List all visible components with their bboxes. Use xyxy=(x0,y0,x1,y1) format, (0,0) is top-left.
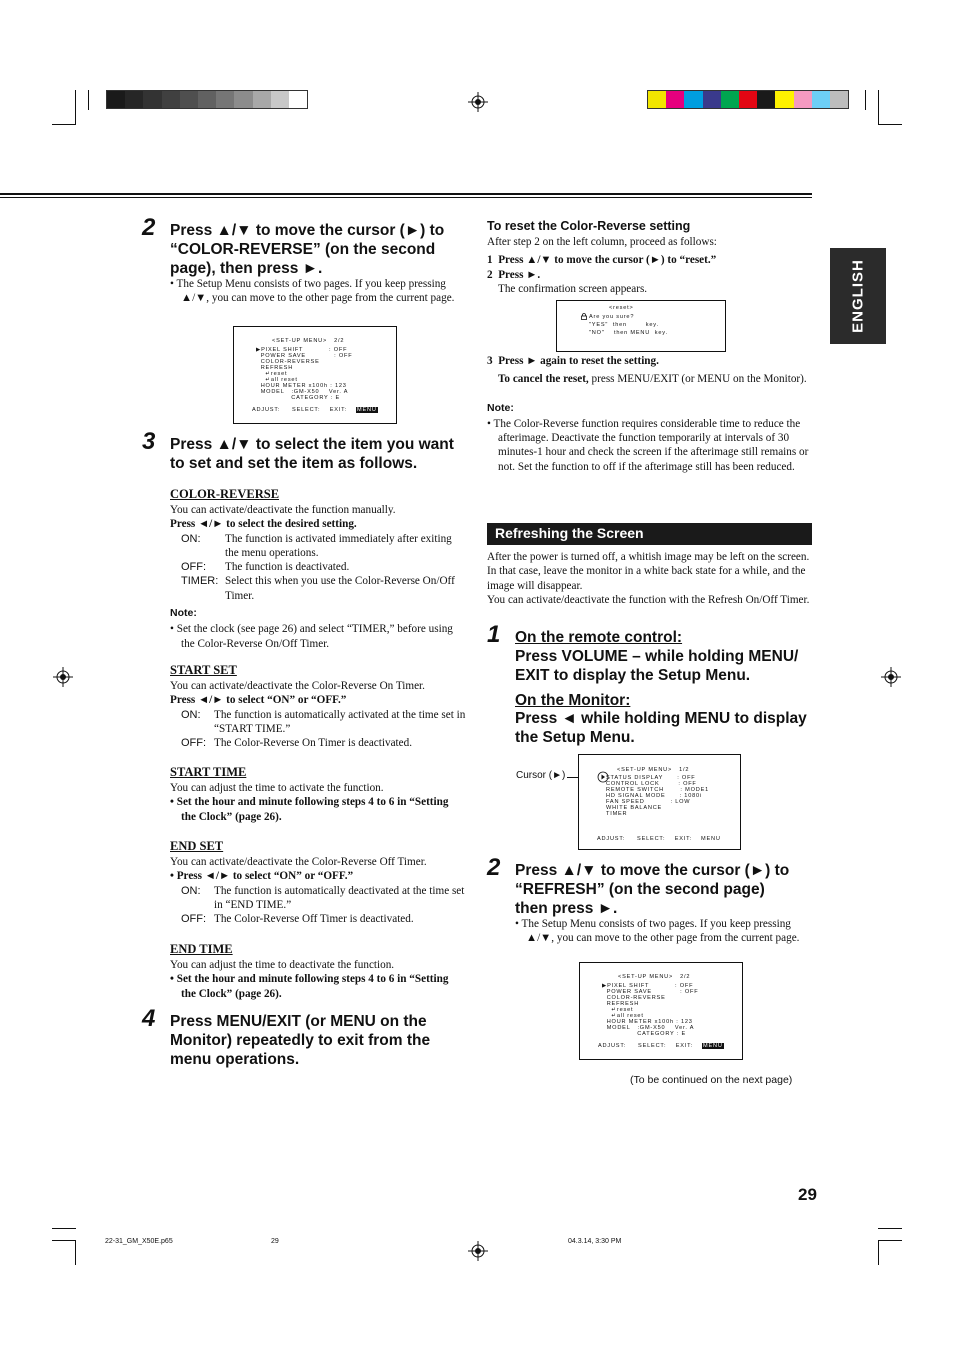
registration-target-icon xyxy=(881,667,901,687)
menu-line: ▶PIXEL SHIFT : OFF xyxy=(256,347,348,353)
section-body: You can adjust the time to deactivate the function. • Set the hour and minute following steps 4 to 6 in “Setting the Clock” (page 26). xyxy=(170,958,466,1001)
menu-title: <SET-UP MENU> 2/2 xyxy=(618,974,691,980)
registration-bar-left xyxy=(106,90,308,109)
def-value: Select this when you use the Color-Reverse On/Off Timer. xyxy=(225,575,455,602)
def-value: The function is activated immediately after exiting the menu operations. xyxy=(225,532,452,559)
menu-line: POWER SAVE : OFF xyxy=(602,989,699,995)
crop-mark xyxy=(878,124,902,125)
registration-swatch xyxy=(757,91,775,108)
bullet-text: The Setup Menu consists of two pages. If you keep pressing ▲/▼, you can move to the other page from the current page. xyxy=(521,918,800,945)
crop-mark xyxy=(88,90,89,110)
bullet-text: Set the hour and minute following steps 4 to 6 in “Setting the Clock” (page 26). xyxy=(176,973,449,1000)
menu-line: HOUR METER x100h : 123 xyxy=(256,383,347,389)
registration-target-icon xyxy=(468,1241,488,1261)
substep-number: 2 xyxy=(487,268,493,281)
reset-confirm-screen xyxy=(556,300,726,352)
reset-body xyxy=(487,235,809,296)
step-number: 4 xyxy=(142,1005,156,1032)
setup-menu-screen xyxy=(578,754,741,850)
registration-swatch xyxy=(234,91,252,108)
registration-swatch xyxy=(648,91,666,108)
language-tab-label: ENGLISH xyxy=(849,259,867,333)
menu-line: REFRESH xyxy=(602,1001,640,1007)
menu-line: MODEL :GM-X50 Ver. A xyxy=(256,389,349,395)
menu-line: REFRESH xyxy=(256,365,294,371)
refresh-intro-2: You can activate/deactivate the function with the Refresh On/Off Timer. xyxy=(487,593,810,606)
substep-text: Press ▲/▼ to move the cursor (►) to “reset.” xyxy=(498,254,717,267)
note-label: Note: xyxy=(487,401,514,414)
bullet-text: Press ◄/► to select “ON” or “OFF.” xyxy=(176,870,354,883)
registration-swatch xyxy=(812,91,830,108)
def-key: ON: xyxy=(181,708,201,721)
confirm-title: <reset> xyxy=(609,305,634,311)
crop-mark xyxy=(878,90,879,124)
step-heading: Press MENU/EXIT (or MENU on the Monitor) repeatedly to exit from the menu operations. xyxy=(170,1013,431,1068)
menu-line: POWER SAVE : OFF xyxy=(256,353,353,359)
step-number: 3 xyxy=(142,428,156,455)
menu-line: ↵reset xyxy=(256,371,288,377)
section-bar-title: Refreshing the Screen xyxy=(495,525,644,541)
language-tab xyxy=(830,248,886,344)
def-key: OFF: xyxy=(181,913,207,926)
crop-mark xyxy=(52,124,76,125)
registration-swatch xyxy=(253,91,271,108)
def-key: TIMER: xyxy=(181,575,219,588)
menu-line: WHITE BALANCE xyxy=(606,805,663,811)
registration-bar-right xyxy=(647,90,849,109)
top-rule xyxy=(0,193,812,195)
menu-line: COLOR-REVERSE xyxy=(602,995,666,1001)
menu-line: STATUS DISPLAY : OFF xyxy=(606,775,696,781)
registration-target-icon xyxy=(53,667,73,687)
registration-swatch xyxy=(703,91,721,108)
bullet-text: Set the hour and minute following steps 4 to 6 in “Setting the Clock” (page 26). xyxy=(176,796,449,823)
cancel-label: To cancel the reset, xyxy=(498,373,589,386)
monitor-title: On the Monitor: xyxy=(515,692,631,709)
def-value: The Color-Reverse On Timer is deactivated. xyxy=(214,737,412,750)
menu-title: <SET-UP MENU> 2/2 xyxy=(272,338,345,344)
substep-number: 3 xyxy=(487,355,493,367)
reset-body-2: 3 Press ► again to reset the setting. To cancel the reset, press MENU/EXIT (or MENU on the Monitor). Note: • The Color-Reverse function requires considerable time to reduce the afterimage. Deactivate the function temporarily at intervals of 30 minutes-1 hour and check the screen if the afterimage still remains or not. Set the function to off if the afterimage still has been reduced. xyxy=(487,355,809,473)
setup-menu-screen xyxy=(233,326,397,424)
cancel-text: press MENU/EXIT (or MENU on the Monitor). xyxy=(588,373,807,386)
menu-line: CATEGORY : E xyxy=(602,1031,687,1037)
menu-footer: ADJUST: SELECT: EXIT: xyxy=(597,836,693,842)
monitor-text: Press ◄ while holding MENU to display the Setup Menu. xyxy=(515,710,807,746)
section-body: You can activate/deactivate the Color-Reverse Off Timer. • Press ◄/► to select “ON” or “OFF.” ON: The function is automatically deactivated at the time set in “END TIME.” OFF: The Color-Reverse Off Timer is deactivated. xyxy=(170,855,468,926)
section-title: END SET xyxy=(170,839,224,853)
menu-line: ↵all reset xyxy=(256,377,298,383)
substep-number: 1 xyxy=(487,254,493,267)
top-rule-thin xyxy=(0,197,812,198)
menu-line: ▶PIXEL SHIFT : OFF xyxy=(602,983,694,989)
menu-line: MODEL :GM-X50 Ver. A xyxy=(602,1025,695,1031)
crop-mark xyxy=(75,1240,76,1265)
registration-swatch xyxy=(162,91,180,108)
menu-line: TIMER xyxy=(606,811,628,817)
section-instruction: Press ◄/► to select the desired setting. xyxy=(170,518,357,531)
refresh-intro-1: After the power is turned off, a whitish image may be left on the screen. In that case, leave the monitor in a white back state for a while, and the image will disappear. xyxy=(487,551,810,592)
note-label: Note: xyxy=(170,607,197,620)
menu-line: COLOR-REVERSE xyxy=(256,359,320,365)
section-title: COLOR-REVERSE xyxy=(170,487,280,501)
registration-swatch xyxy=(198,91,216,108)
confirm-question: Are you sure? xyxy=(589,314,635,320)
lock-icon xyxy=(581,313,587,320)
crop-mark xyxy=(75,90,76,124)
step-number: 2 xyxy=(487,854,501,881)
def-value: The function is automatically activated at the time set in “START TIME.” xyxy=(214,708,466,735)
confirm-no: "NO" then MENU key. xyxy=(589,330,668,336)
substep-text: Press ► again to reset the setting. xyxy=(498,355,659,367)
registration-swatch xyxy=(739,91,757,108)
section-desc: You can adjust the time to deactivate the function. xyxy=(170,959,395,971)
def-key: OFF: xyxy=(181,561,207,574)
registration-swatch xyxy=(794,91,812,108)
reset-title: To reset the Color-Reverse setting xyxy=(487,219,691,233)
registration-swatch xyxy=(830,91,848,108)
registration-swatch xyxy=(666,91,684,108)
menu-footer: ADJUST: SELECT: EXIT: xyxy=(252,407,348,413)
step-heading: Press ▲/▼ to move the cursor (►) to “COLOR-REVERSE” (on the second page), then press ►. xyxy=(170,222,445,277)
menu-line: REMOTE SWITCH : MODE1 xyxy=(606,787,710,793)
section-body xyxy=(170,679,468,750)
section-body: You can activate/deactivate the function manually. Press ◄/► to select the desired setting. ON: The function is activated immediately after exiting the menu operations. OFF: The function is deactivated. TIMER: Select this when you use the Color-Reverse On/Off Timer. Note: • Set the clock (see page 26) and select “TIMER,” before using the Color-Reverse On/Off Timer. xyxy=(170,503,466,651)
section-desc: You can activate/deactivate the function manually. xyxy=(170,504,396,516)
registration-swatch xyxy=(180,91,198,108)
remote-text: Press VOLUME – while holding MENU/ EXIT to display the Setup Menu. xyxy=(515,648,799,684)
cursor-label: Cursor (►) xyxy=(516,770,566,781)
section-instruction: Press ◄/► to select “ON” or “OFF.” xyxy=(170,694,347,707)
registration-swatch xyxy=(775,91,793,108)
registration-swatch xyxy=(107,91,125,108)
print-footer-file: 22-31_GM_X50E.p65 xyxy=(105,1238,173,1245)
registration-swatch xyxy=(143,91,161,108)
crop-mark xyxy=(878,1240,879,1265)
setup-menu-screen xyxy=(579,962,743,1060)
registration-swatch xyxy=(289,91,307,108)
crop-mark xyxy=(52,1228,76,1229)
section-title: START SET xyxy=(170,663,237,677)
refresh-intro xyxy=(487,550,812,607)
page-number: 29 xyxy=(798,1185,817,1204)
menu-line: HOUR METER x100h : 123 xyxy=(602,1019,693,1025)
registration-swatch xyxy=(271,91,289,108)
menu-title: <SET-UP MENU> 1/2 xyxy=(617,767,690,773)
crop-mark xyxy=(878,1228,902,1229)
section-desc: You can adjust the time to activate the function. xyxy=(170,782,384,794)
def-key: OFF: xyxy=(181,737,207,750)
print-footer-page: 29 xyxy=(271,1238,279,1245)
menu-line: FAN SPEED : LOW xyxy=(606,799,691,805)
menu-line: ↵all reset xyxy=(602,1013,644,1019)
section-desc: You can activate/deactivate the Color-Reverse On Timer. xyxy=(170,680,425,692)
continued-note: (To be continued on the next page) xyxy=(630,1074,793,1086)
section-title: START TIME xyxy=(170,765,247,779)
def-key: ON: xyxy=(181,532,201,545)
step-heading: Press ▲/▼ to move the cursor (►) to “REFRESH” (on the second page) then press ►. xyxy=(515,862,790,917)
confirm-yes: "YES" then key. xyxy=(589,322,659,328)
def-value: The function is automatically deactivated at the time set in “END TIME.” xyxy=(214,884,465,911)
section-body: You can adjust the time to activate the function. • Set the hour and minute following steps 4 to 6 in “Setting the Clock” (page 26). xyxy=(170,781,466,824)
menu-line: CONTROL LOCK : OFF xyxy=(606,781,697,787)
section-desc: You can activate/deactivate the Color-Reverse Off Timer. xyxy=(170,856,427,868)
crop-mark xyxy=(878,1240,902,1241)
registration-swatch xyxy=(125,91,143,108)
remote-title: On the remote control: xyxy=(515,629,683,646)
note-text: Set the clock (see page 26) and select “TIMER,” before using the Color-Reverse On/Off Timer. xyxy=(176,623,453,650)
step-number: 2 xyxy=(142,214,156,241)
def-value: The Color-Reverse Off Timer is deactivated. xyxy=(214,913,414,926)
section-bar xyxy=(487,523,812,545)
reset-intro: After step 2 on the left column, proceed as follows: xyxy=(487,236,717,248)
registration-swatch xyxy=(721,91,739,108)
menu-line: ↵reset xyxy=(602,1007,634,1013)
substep-text: Press ►. xyxy=(498,268,541,281)
menu-line: HD SIGNAL MODE : 1080i xyxy=(606,793,702,799)
section-title: END TIME xyxy=(170,942,233,956)
crop-mark xyxy=(52,1240,76,1241)
crop-mark xyxy=(865,90,866,110)
substep-sub: The confirmation screen appears. xyxy=(498,282,648,295)
menu-key: MENU xyxy=(703,1043,723,1049)
step-bullet: • The Setup Menu consists of two pages. If you keep pressing ▲/▼, you can move to the other page from the current page. xyxy=(170,278,455,305)
step-number: 1 xyxy=(487,621,501,648)
print-footer-date: 04.3.14, 3:30 PM xyxy=(568,1238,622,1245)
def-key: ON: xyxy=(181,884,201,897)
menu-footer: ADJUST: SELECT: EXIT: xyxy=(598,1043,694,1049)
bullet-text: The Setup Menu consists of two pages. If you keep pressing ▲/▼, you can move to the other page from the current page. xyxy=(176,278,455,305)
registration-swatch xyxy=(684,91,702,108)
menu-key: MENU xyxy=(701,836,721,842)
menu-key: MENU xyxy=(357,407,377,413)
note-text: The Color-Reverse function requires considerable time to reduce the afterimage. Deactivate the function temporarily at intervals of 30 minutes-1 hour and check the screen if the afterimage still remains or not. Set the function to off if the afterimage still has been reduced. xyxy=(493,417,809,473)
step-bullet: • The Setup Menu consists of two pages. If you keep pressing ▲/▼, you can move to the other page from the current page. xyxy=(515,918,800,945)
registration-swatch xyxy=(216,91,234,108)
registration-target-icon xyxy=(468,92,488,112)
menu-line: CATEGORY : E xyxy=(256,395,341,401)
def-value: The function is deactivated. xyxy=(225,561,350,574)
step-heading: Press ▲/▼ to select the item you want to set and set the item as follows. xyxy=(170,436,454,472)
